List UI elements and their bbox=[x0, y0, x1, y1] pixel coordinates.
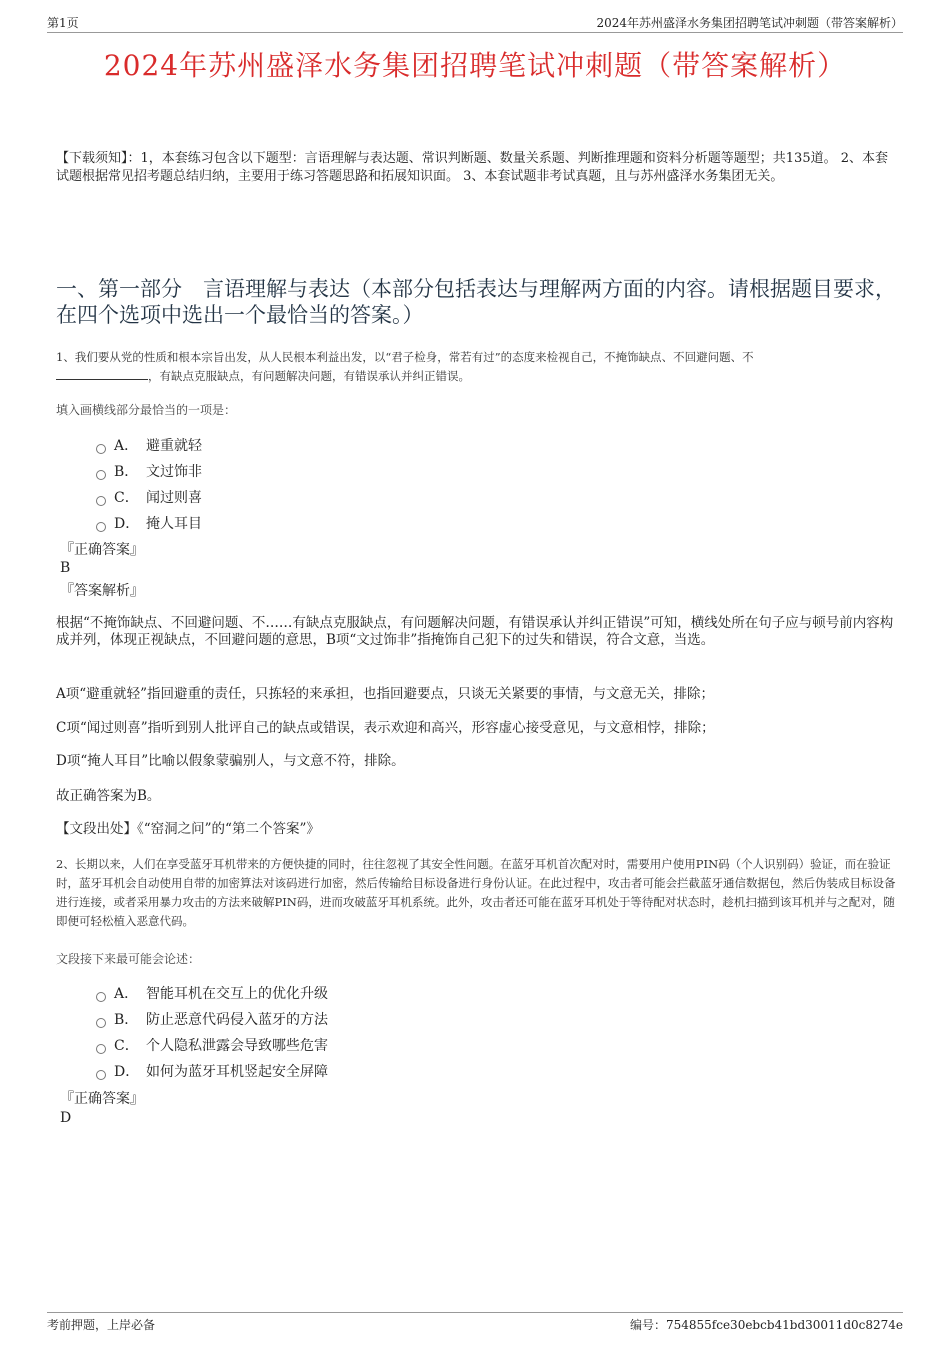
question-1-answer: B bbox=[60, 560, 71, 576]
page-header bbox=[47, 14, 903, 33]
question-1-option-b[interactable]: B． 文过饰非 bbox=[96, 459, 202, 485]
question-2-prompt: 文段接下来最可能会论述： bbox=[56, 952, 201, 966]
radio-icon[interactable] bbox=[96, 470, 106, 480]
question-2-option-b[interactable]: B． 防止恶意代码侵入蓝牙的方法 bbox=[96, 1007, 328, 1033]
question-2-answer-label: 『正确答案』 bbox=[60, 1091, 144, 1107]
radio-icon[interactable] bbox=[96, 496, 106, 506]
question-1-option-a[interactable]: A． 避重就轻 bbox=[96, 433, 202, 459]
question-2-answer: D bbox=[60, 1110, 72, 1126]
page-footer bbox=[47, 1312, 903, 1334]
analysis-paragraph: 根据“不掩饰缺点、不回避问题、不……有缺点克服缺点，有问题解决问题，有错误承认并纠正错误”可知，横线处所在句子应与顿号前内容构成并列，体现正视缺点，不回避问题的意思，B项“文过饰非”指掩饰自己犯下的过失和错误，符合文意，当选。 bbox=[56, 615, 894, 648]
question-1-option-d[interactable]: D． 掩人耳目 bbox=[96, 511, 202, 537]
document-code: 编号：754855fce30ebcb41bd30011d0c8274e bbox=[629, 1318, 903, 1332]
analysis-paragraph: C项“闻过则喜”指听到别人批评自己的缺点或错误，表示欢迎和高兴，形容虚心接受意见，与文意相悖，排除； bbox=[56, 720, 715, 736]
analysis-conclusion: 故正确答案为B。 bbox=[56, 788, 161, 804]
section-heading: 一、第一部分 言语理解与表达（本部分包括表达与理解两方面的内容。请根据题目要求，在四个选项中选出一个最恰当的答案。） bbox=[56, 277, 896, 327]
radio-icon[interactable] bbox=[96, 444, 106, 454]
question-1-text-b: ，有缺点克服缺点，有问题解决问题，有错误承认并纠正错误。 bbox=[148, 369, 470, 383]
header-doc-title: 2024年苏州盛泽水务集团招聘笔试冲刺题（带答案解析） bbox=[596, 16, 903, 30]
radio-icon[interactable] bbox=[96, 1018, 106, 1028]
question-1-source: 【文段出处】《“窑洞之问”的“第二个答案”》 bbox=[56, 821, 320, 837]
question-2-stem: 2、长期以来，人们在享受蓝牙耳机带来的方便快捷的同时，往往忽视了其安全性问题。在蓝牙耳机首次配对时，需要用户使用PIN码（个人识别码）验证，而在验证时，蓝牙耳机会自动使用自带的加密算法对该码进行加密，然后传输给目标设备进行身份认证。在此过程中，攻击者可能会拦截蓝牙通信数据包，然后伪装成目标设备进行连接，或者采用暴力攻击的方法来破解PIN码，进而攻破蓝牙耳机系统。此外，攻击者还可能在蓝牙耳机处于等待配对状态时，趁机扫描到该耳机并与之配对，随即便可轻松植入恶意代码。 bbox=[56, 857, 896, 928]
radio-icon[interactable] bbox=[96, 522, 106, 532]
question-2-option-c[interactable]: C． 个人隐私泄露会导致哪些危害 bbox=[96, 1033, 328, 1059]
radio-icon[interactable] bbox=[96, 1070, 106, 1080]
question-2-options bbox=[96, 981, 328, 1085]
question-1-stem bbox=[56, 348, 898, 386]
footer-slogan: 考前押题，上岸必备 bbox=[47, 1318, 156, 1332]
question-2-option-d[interactable]: D． 如何为蓝牙耳机竖起安全屏障 bbox=[96, 1059, 328, 1085]
question-1-answer-label: 『正确答案』 bbox=[60, 542, 144, 558]
question-1-option-c[interactable]: C． 闻过则喜 bbox=[96, 485, 202, 511]
question-2-option-a[interactable]: A． 智能耳机在交互上的优化升级 bbox=[96, 981, 328, 1007]
analysis-paragraph: A项“避重就轻”指回避重的责任，只拣轻的来承担，也指回避要点，只谈无关紧要的事情，与文意无关，排除； bbox=[56, 686, 715, 702]
document-title: 2024年苏州盛泽水务集团招聘笔试冲刺题（带答案解析） bbox=[103, 49, 847, 82]
radio-icon[interactable] bbox=[96, 992, 106, 1002]
question-1-blank bbox=[56, 367, 148, 380]
question-1-options bbox=[96, 433, 202, 537]
question-1-text-a: 1、我们要从党的性质和根本宗旨出发，从人民根本利益出发，以“君子检身，常若有过”的态度来检视自己，不掩饰缺点、不回避问题、不 bbox=[56, 350, 754, 364]
radio-icon[interactable] bbox=[96, 1044, 106, 1054]
analysis-paragraph: D项“掩人耳目”比喻以假象蒙骗别人，与文意不符，排除。 bbox=[56, 753, 405, 769]
question-1-prompt: 填入画横线部分最恰当的一项是： bbox=[56, 403, 237, 417]
download-notice: 【下载须知】：1，本套练习包含以下题型：言语理解与表达题、常识判断题、数量关系题、判断推理题和资料分析题等题型；共135道。 2、本套试题根据常见招考题总结归纳，主要用于练习答题思路和拓展知识面。 3、本套试题非考试真题，且与苏州盛泽水务集团无关。 bbox=[56, 151, 888, 184]
question-1-analysis-label: 『答案解析』 bbox=[60, 583, 144, 599]
page-number: 第1页 bbox=[47, 16, 79, 30]
